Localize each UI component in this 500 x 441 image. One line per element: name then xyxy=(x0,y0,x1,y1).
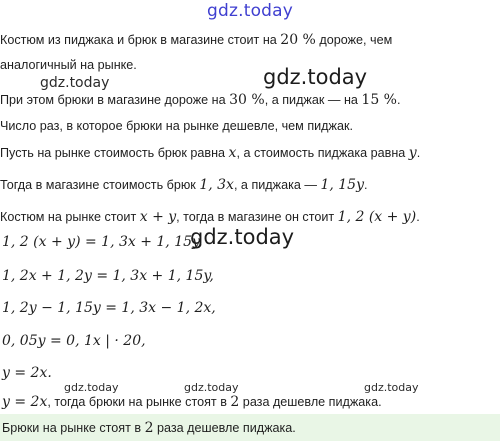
equation-2: 1, 2x + 1, 2y = 1, 3x + 1, 15y, xyxy=(2,268,214,284)
solution-line-7-text-start: Костюм на рынке стоит xyxy=(0,210,140,224)
solution-line-7-store-price: 1, 2 (x + y) xyxy=(337,209,417,225)
equation-3: 1, 2y − 1, 15y = 1, 3x − 1, 2x, xyxy=(2,300,216,316)
problem-line-3 xyxy=(0,93,401,107)
watermark-small-3: gdz.today xyxy=(364,381,419,394)
solution-conclusion-text-end: раза дешевле пиджака. xyxy=(239,395,382,409)
solution-line-6-text-middle: , а пиджака — xyxy=(233,178,321,192)
solution-line-6-text-end: . xyxy=(363,178,368,192)
solution-conclusion xyxy=(2,395,382,409)
answer-text-start: Брюки на рынке стоят в xyxy=(2,421,145,435)
answer-number: 2 xyxy=(144,420,154,436)
solution-line-5-text-end: . xyxy=(416,146,421,160)
problem-line-1 xyxy=(0,33,392,47)
answer-text xyxy=(2,421,296,435)
solution-line-7 xyxy=(0,210,420,224)
watermark-top: gdz.today xyxy=(207,1,294,21)
solution-conclusion-equation: y = 2x xyxy=(2,394,48,410)
equation-5: y = 2x. xyxy=(2,365,52,381)
solution-conclusion-text-middle: , тогда брюки на рынке стоят в xyxy=(47,395,231,409)
problem-line-1-text-end: дороже, чем xyxy=(315,33,393,47)
solution-line-7-text-end: . xyxy=(416,210,420,224)
watermark-mid-right: gdz.today xyxy=(263,65,368,89)
problem-line-3-percent-trousers: 30 % xyxy=(229,92,265,108)
problem-line-2: аналогичный на рынке. xyxy=(0,58,137,72)
problem-line-3-text-start: При этом брюки в магазине дороже на xyxy=(0,93,230,107)
answer-box xyxy=(0,414,500,441)
solution-line-6 xyxy=(0,178,367,192)
equation-1: 1, 2 (x + y) = 1, 3x + 1, 15y, xyxy=(2,234,203,250)
solution-line-6-trousers-price: 1, 3x xyxy=(199,177,234,193)
problem-line-1-text-start: Костюм из пиджака и брюк в магазине стоит на xyxy=(0,33,281,47)
problem-line-1-percent: 20 % xyxy=(280,32,316,48)
solution-line-6-jacket-price: 1, 15y xyxy=(320,177,364,193)
watermark-math: gdz.today xyxy=(190,225,295,249)
solution-line-5-text-middle: , а стоимость пиджака равна xyxy=(236,146,409,160)
solution-conclusion-number: 2 xyxy=(230,394,240,410)
problem-line-4: Число раз, в которое брюки на рынке дешевле, чем пиджак. xyxy=(0,119,353,133)
solution-line-5 xyxy=(0,146,420,160)
watermark-mid-left: gdz.today xyxy=(40,75,110,91)
problem-line-3-text-middle: , а пиджак — на xyxy=(264,93,362,107)
solution-line-5-var-x: x xyxy=(228,145,237,161)
solution-line-5-text-start: Пусть на рынке стоимость брюк равна xyxy=(0,146,229,160)
solution-line-7-market-price: x + y xyxy=(139,209,177,225)
equation-4: 0, 05y = 0, 1x | · 20, xyxy=(2,333,146,349)
solution-line-6-text-start: Тогда в магазине стоимость брюк xyxy=(0,178,200,192)
watermark-small-1: gdz.today xyxy=(64,381,119,394)
watermark-small-2: gdz.today xyxy=(184,381,239,394)
solution-line-7-text-middle: , тогда в магазине он стоит xyxy=(176,210,338,224)
problem-line-3-text-end: . xyxy=(397,93,401,107)
solution-line-5-var-y: y xyxy=(408,145,417,161)
problem-line-3-percent-jacket: 15 % xyxy=(361,92,397,108)
answer-text-end: раза дешевле пиджака. xyxy=(153,421,296,435)
